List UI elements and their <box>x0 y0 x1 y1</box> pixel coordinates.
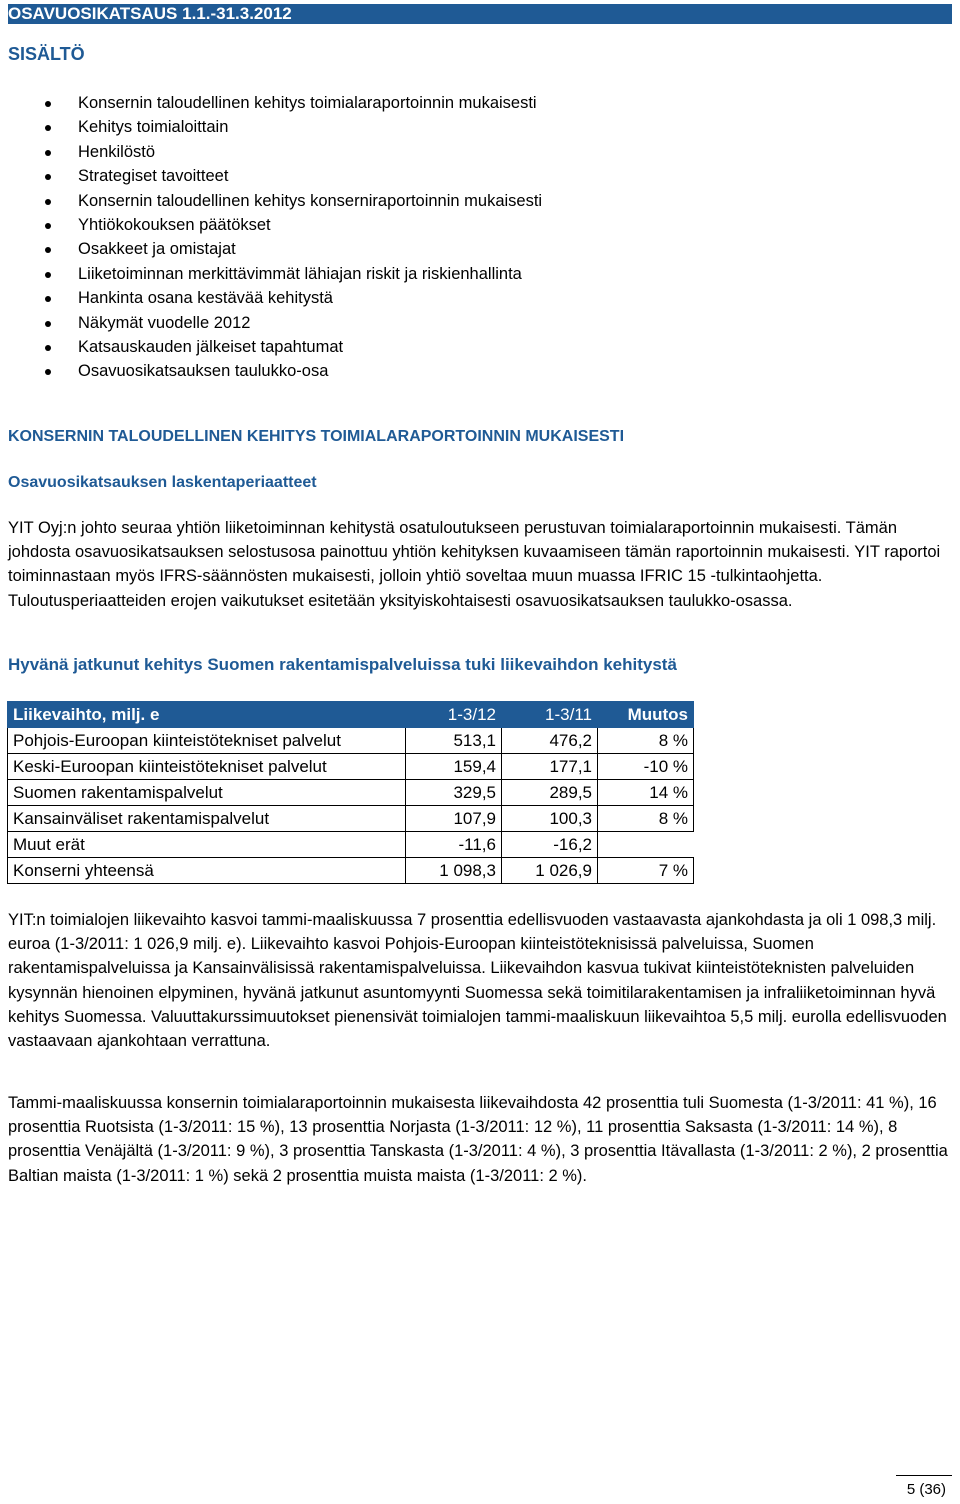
table-cell: Suomen rakentamispalvelut <box>8 780 406 806</box>
bullet-icon <box>45 321 51 327</box>
bullet-icon <box>45 247 51 253</box>
table-cell: 100,3 <box>502 806 598 832</box>
table-cell: 8 % <box>598 806 694 832</box>
section-subtitle: Osavuosikatsauksen laskentaperiaatteet <box>8 474 317 491</box>
table-cell: Muut erät <box>8 832 406 858</box>
bullet-icon <box>45 369 51 375</box>
table-heading: Hyvänä jatkunut kehitys Suomen rakentamispalveluissa tuki liikevaihdon kehitystä <box>8 655 677 674</box>
paragraph-revenue-by-country: Tammi-maaliskuussa konsernin toimialaraportoinnin mukaisesta liikevaihdosta 42 prosenttia tuli Suomesta (1-3/2011: 41 %), 16 prosenttia Ruotsista (1-3/2011: 15 %), 13 prosenttia Norjasta (1-3/2011: 12 %), 11 prosenttia Saksasta (1-3/2011: 14 %), 8 prosenttia Venäjältä (1-3/2011: 9 %), 3 prosenttia Tanskasta (1-3/2011: 4 %), 3 prosenttia Itävallasta (1-3/2011: 2 %), 2 prosenttia Baltian maista (1-3/2011: 1 %) sekä 2 prosenttia muista maista (1-3/2011: 2 %). <box>8 1094 948 1185</box>
table-cell: Keski-Euroopan kiinteistötekniset palvelut <box>8 754 406 780</box>
table-cell: 1 026,9 <box>502 858 598 884</box>
page-number: 5 (36) <box>906 1481 946 1498</box>
table-cell: 7 % <box>598 858 694 884</box>
toc-item <box>0 91 542 115</box>
toc-item-label: Osakkeet ja omistajat <box>78 240 236 259</box>
toc-item-label: Konsernin taloudellinen kehitys toimialaraportoinnin mukaisesti <box>78 94 537 112</box>
toc-item-label: Strategiset tavoitteet <box>78 167 229 186</box>
table-cell: -16,2 <box>502 832 598 858</box>
toc-item <box>0 164 542 188</box>
column-header: 1-3/12 <box>406 702 502 728</box>
bullet-icon <box>45 223 51 229</box>
revenue-table <box>7 701 694 884</box>
bullet-icon <box>45 125 51 131</box>
table-cell: 107,9 <box>406 806 502 832</box>
table-cell: -10 % <box>598 754 694 780</box>
toc-item-label: Näkymät vuodelle 2012 <box>78 313 251 332</box>
table-header-row <box>8 702 694 728</box>
paragraph-revenue-growth: YIT:n toimialojen liikevaihto kasvoi tammi-maaliskuussa 7 prosenttia edellisvuoden vastaavasta ajankohdasta ja oli 1 098,3 milj. euroa (1-3/2011: 1 026,9 milj. e). Liikevaihto kasvoi Pohjois-Euroopan kiinteistöteknisissä palveluissa, Suomen rakentamispalveluissa ja Kansainvälisissä rakentamispalveluissa. Liikevaihdon kasvua tukivat kiinteistöteknisten palveluiden kysynnän hienoinen elpyminen, hyvänä jatkunut asuntomyynti Suomessa sekä toimitilarakentamisen ja infraliiketoiminnan hyvä kehitys Suomessa. Valuuttakurssimuutokset pienensivät toimialojen tammi-maaliskuun liikevaihtoa 5,5 milj. eurolla edellisvuoden vastaavaan ajankohtaan verrattuna. <box>8 911 947 1051</box>
table-row <box>8 728 694 754</box>
toc-item-label: Osavuosikatsauksen taulukko-osa <box>78 362 329 381</box>
toc-item <box>0 237 542 261</box>
bullet-icon <box>45 272 51 278</box>
page-header-bar <box>8 4 952 24</box>
table-cell: 8 % <box>598 728 694 754</box>
table-row <box>8 806 694 832</box>
table-cell: 329,5 <box>406 780 502 806</box>
table-row <box>8 754 694 780</box>
toc-item-label: Henkilöstö <box>78 142 156 161</box>
table-cell <box>598 832 694 858</box>
toc-item-label: Hankinta osana kestävää kehitystä <box>78 289 333 308</box>
table-row <box>8 858 694 884</box>
toc-item-label: Kehitys toimialoittain <box>78 118 229 137</box>
document-title: OSAVUOSIKATSAUS 1.1.-31.3.2012 <box>8 4 292 23</box>
table-row <box>8 832 694 858</box>
toc-item <box>0 213 542 237</box>
bullet-icon <box>45 150 51 156</box>
bullet-icon <box>45 174 51 180</box>
column-header: 1-3/11 <box>502 702 598 728</box>
toc-item <box>0 115 542 139</box>
toc-item-label: Yhtiökokouksen päätökset <box>78 215 271 234</box>
table-cell: 476,2 <box>502 728 598 754</box>
toc-item <box>0 262 542 286</box>
bullet-icon <box>45 345 51 351</box>
table-body <box>8 728 694 884</box>
section-title: KONSERNIN TALOUDELLINEN KEHITYS TOIMIALARAPORTOINNIN MUKAISESTI <box>8 428 625 445</box>
table-cell: 1 098,3 <box>406 858 502 884</box>
table-cell: Pohjois-Euroopan kiinteistötekniset palvelut <box>8 728 406 754</box>
column-header: Muutos <box>598 702 694 728</box>
table-cell: 177,1 <box>502 754 598 780</box>
toc-item <box>0 189 542 213</box>
table-cell: -11,6 <box>406 832 502 858</box>
toc-item-label: Katsauskauden jälkeiset tapahtumat <box>78 337 344 356</box>
table-cell: 513,1 <box>406 728 502 754</box>
table-cell: Konserni yhteensä <box>8 858 406 884</box>
bullet-icon <box>45 296 51 302</box>
table-cell: Kansainväliset rakentamispalvelut <box>8 806 406 832</box>
toc-item-label: Liiketoiminnan merkittävimmät lähiajan riskit ja riskienhallinta <box>78 264 522 283</box>
table-row <box>8 780 694 806</box>
toc-item <box>0 286 542 310</box>
toc-item <box>0 140 542 164</box>
bullet-icon <box>45 101 51 107</box>
footer-divider <box>896 1475 952 1476</box>
paragraph-accounting-principles: YIT Oyj:n johto seuraa yhtiön liiketoiminnan kehitystä osatuloutukseen perustuvan toimialaraportoinnin mukaisesti. Tämän johdosta osavuosikatsauksen selostusosa painottuu yhtiön kehityksen kuvaamiseen tämän raportoinnin mukaisesti. YIT raportoi toiminnastaan myös IFRS-säännösten mukaisesti, jolloin yhtiö soveltaa muun muassa IFRIC 15 -tulkintaohjetta. Tuloutusperiaatteiden erojen vaikutukset esitetään yksityiskohtaisesti osavuosikatsauksen taulukko-osassa. <box>8 519 941 610</box>
bullet-icon <box>45 199 51 205</box>
column-header: Liikevaihto, milj. e <box>8 702 406 728</box>
toc-item-label: Konsernin taloudellinen kehitys konserniraportoinnin mukaisesti <box>78 191 543 210</box>
toc-list <box>0 91 542 384</box>
table-cell: 14 % <box>598 780 694 806</box>
toc-item <box>0 359 542 383</box>
table-cell: 289,5 <box>502 780 598 806</box>
toc-item <box>0 311 542 335</box>
toc-item <box>0 335 542 359</box>
toc-title: SISÄLTÖ <box>8 44 85 64</box>
table-cell: 159,4 <box>406 754 502 780</box>
